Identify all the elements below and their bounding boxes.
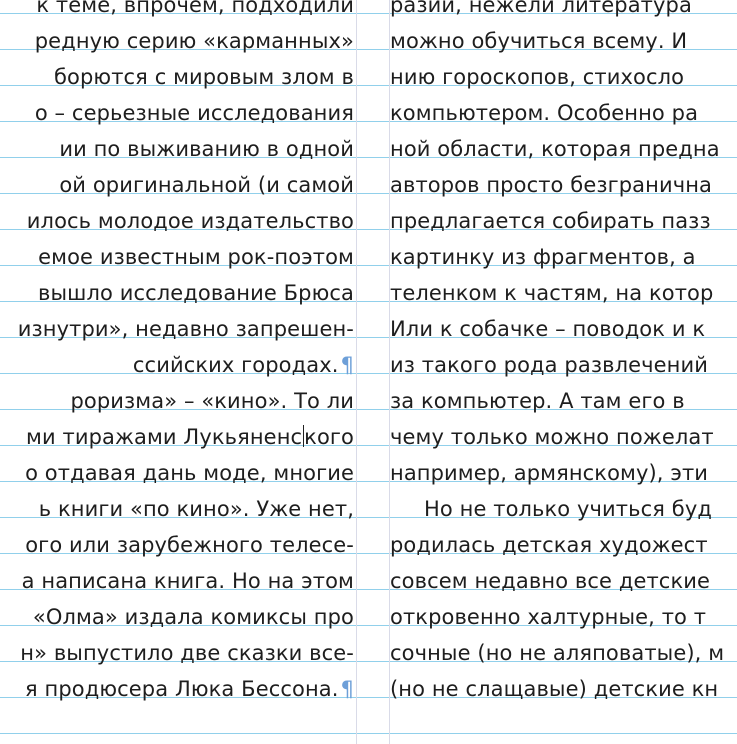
right-column-line <box>390 604 706 630</box>
line-text: изнутри», недавно запрешен- <box>17 317 354 341</box>
line-text: (но не слащавые) детские кн <box>390 677 719 701</box>
left-column-line <box>18 316 354 342</box>
line-text: ссийских городах. <box>132 353 339 377</box>
line-text: ь книги «по кино». Уже нет, <box>38 497 354 521</box>
right-column-line <box>390 28 687 54</box>
line-text: из такого рода развлечений <box>390 353 708 377</box>
right-column-line <box>390 172 712 198</box>
right-column-line <box>390 0 692 18</box>
right-column-line <box>390 136 720 162</box>
left-column-line <box>25 460 354 486</box>
line-text: ой оригинальной (и самой <box>59 173 354 197</box>
line-text: кого <box>304 425 354 449</box>
line-text: емое известным рок-поэтом <box>38 245 354 269</box>
left-column-line <box>25 532 354 558</box>
line-text: можно обучиться всему. И <box>390 29 688 53</box>
line-text: родилась детская художест <box>390 533 708 557</box>
left-column-line <box>27 208 354 234</box>
line-text: нию гороскопов, стихосло <box>390 65 685 89</box>
line-text: ной области, которая предна <box>390 137 720 161</box>
left-column-line <box>54 64 354 90</box>
left-column-line <box>22 568 354 594</box>
right-column-line <box>390 568 710 594</box>
line-text: к теме, впрочем, подходили <box>36 0 354 17</box>
line-text: откровенно халтурные, то т <box>390 605 707 629</box>
left-column-line <box>35 28 354 54</box>
line-text: например, армянскому), эти <box>390 461 709 485</box>
left-column-line <box>38 244 354 270</box>
line-text: совсем недавно все детские <box>390 569 711 593</box>
line-text: компьютером. Особенно ра <box>390 101 699 125</box>
right-column-line <box>390 424 714 450</box>
right-column-line <box>390 532 708 558</box>
line-text: а написана книга. Но на этом <box>21 569 354 593</box>
line-text: ии по выживанию в одной <box>59 137 354 161</box>
line-text: вышло исследование Брюса <box>37 281 354 305</box>
left-column-line <box>26 424 354 450</box>
right-column-line <box>390 352 708 378</box>
right-column-line <box>390 316 705 342</box>
pilcrow-mark: ¶ <box>340 677 354 701</box>
left-column-line <box>25 676 354 702</box>
line-text: Или к собачке – поводок и к <box>390 317 706 341</box>
left-column-line <box>36 0 354 18</box>
left-column-line <box>133 352 354 378</box>
left-column-line <box>59 136 354 162</box>
right-column-line <box>390 676 718 702</box>
line-text: сочные (но не аляповатые), м <box>390 641 725 665</box>
right-column-line <box>390 208 711 234</box>
line-text: я продюсера Люка Бессона. <box>25 677 339 701</box>
right-text-column[interactable] <box>390 0 737 744</box>
line-text: о отдавая дань моде, многие <box>25 461 354 485</box>
right-column-line <box>390 100 698 126</box>
left-column-line <box>20 640 354 666</box>
right-column-line <box>390 64 684 90</box>
left-column-line <box>33 604 354 630</box>
left-column-line <box>59 172 354 198</box>
left-column-line <box>39 496 354 522</box>
right-column-line <box>390 280 713 306</box>
line-text: н» выпустило две сказки все- <box>20 641 354 665</box>
line-text: борются с мировым злом в <box>54 65 354 89</box>
right-column-line <box>390 640 724 666</box>
right-column-line <box>390 244 696 270</box>
left-column-line <box>38 280 354 306</box>
line-text: редную серию «карманных» <box>34 29 354 53</box>
line-text: чему только можно пожелат <box>390 425 714 449</box>
line-text: авторов просто безгранична <box>390 173 713 197</box>
right-column-line <box>390 388 685 414</box>
left-column-line <box>35 100 354 126</box>
line-text: илось молодое издательство <box>26 209 354 233</box>
line-text: теленком к частям, на котор <box>390 281 714 305</box>
left-column-guide <box>356 0 357 744</box>
line-text: ми тиражами Лукьяненс <box>26 425 303 449</box>
line-text: предлагается собирать пазз <box>390 209 711 233</box>
line-text: за компьютер. А там его в <box>390 389 685 413</box>
line-text: роризма» – «кино». То ли <box>70 389 354 413</box>
line-text: Но не только учиться буд <box>424 497 712 521</box>
left-text-column[interactable] <box>0 0 356 744</box>
right-column-line <box>424 496 712 522</box>
right-column-line <box>390 460 708 486</box>
line-text: ого или зарубежного телесе- <box>25 533 354 557</box>
line-text: картинку из фрагментов, а <box>390 245 696 269</box>
line-text: о – серьезные исследования <box>34 101 354 125</box>
line-text: разии, нежели литература <box>390 0 692 17</box>
pilcrow-mark: ¶ <box>340 353 354 377</box>
left-column-line <box>70 388 354 414</box>
line-text: «Олма» издала комиксы про <box>32 605 354 629</box>
